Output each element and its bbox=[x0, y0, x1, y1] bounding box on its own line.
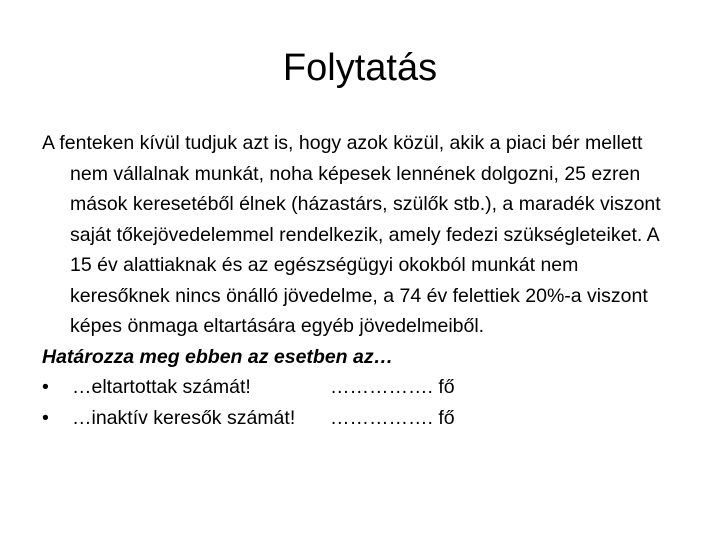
answer-blank: ……………. fő bbox=[330, 406, 455, 429]
slide-title: Folytatás bbox=[282, 47, 438, 89]
question-prompt: Határozza meg ebben az esetben az… bbox=[42, 345, 394, 368]
bullet-text: …inaktív keresők számát! bbox=[72, 406, 296, 429]
bullet-icon: • bbox=[42, 406, 49, 429]
answer-blank: ……………. fő bbox=[330, 376, 455, 398]
bullet-list bbox=[42, 372, 682, 433]
bullet-item-dependents bbox=[42, 372, 682, 403]
slide-body bbox=[42, 128, 682, 433]
body-paragraph: A fenteken kívül tudjuk azt is, hogy azok közül, akik a piaci bér mellett nem vállalnak munkát, noha képesek lennének dolgozni, 25 ezren mások keresetéből élnek (házastárs, szülők stb.), a maradék viszont saját tőkejövedelemmel rendelkezik, amely fedezi szükségleteiket. A 15 év alattiaknak és az egészségügyi okokból munkát nem keresőknek nincs önálló jövedelme, a 74 év felettiek 20%-a viszont képes önmaga eltartására egyéb jövedelmeiből. bbox=[42, 132, 661, 337]
bullet-item-inactive-earners bbox=[42, 403, 682, 434]
bullet-text: …eltartottak számát! bbox=[72, 376, 251, 398]
bullet-icon: • bbox=[42, 376, 49, 398]
